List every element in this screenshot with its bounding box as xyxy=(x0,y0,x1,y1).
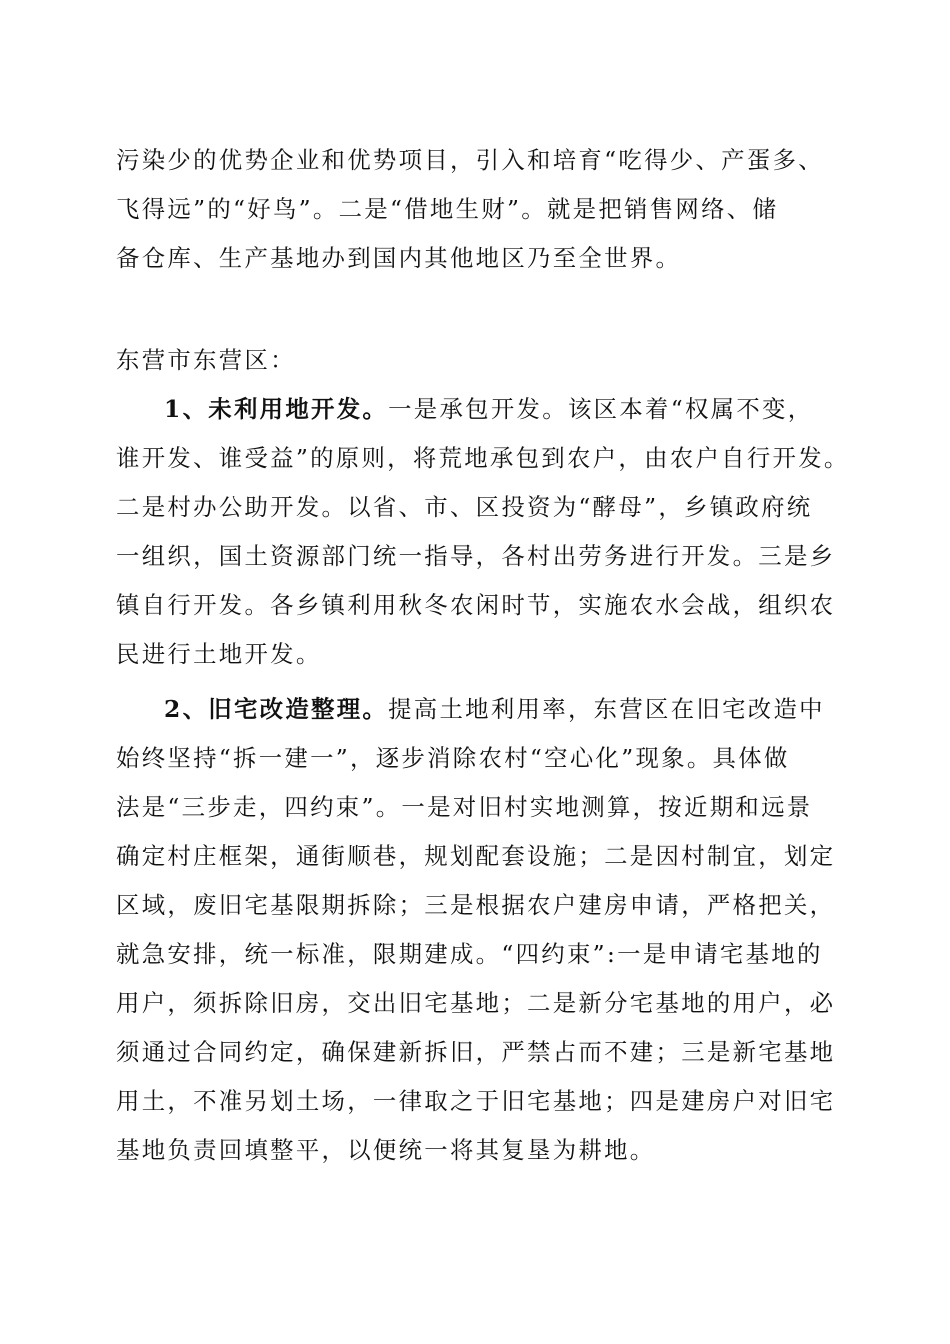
paragraph-first-line xyxy=(116,385,840,434)
paragraph-line: 备仓库、生产基地办到国内其他地区乃至全世界。 xyxy=(116,244,682,272)
paragraph-line: 镇自行开发。各乡镇利用秋冬农闲时节，实施农水会战，组织农 xyxy=(116,591,836,619)
paragraph-line: 一组织，国土资源部门统一指导，各村出劳务进行开发。三是乡 xyxy=(116,542,836,570)
paragraph-line: 须通过合同约定，确保建新拆旧，严禁占而不建；三是新宅基地 xyxy=(116,1038,836,1066)
item2-first-line-text: 提高土地利用率，东营区在旧宅改造中 xyxy=(388,695,825,723)
paragraph-line: 污染少的优势企业和优势项目，引入和培育“吃得少、产蛋多、 xyxy=(116,146,824,174)
item1-paragraph xyxy=(116,385,850,679)
paragraph-line: 谁开发、谁受益”的原则，将荒地承包到农户，由农户自行开发。 xyxy=(116,444,850,472)
paragraph-line: 区域，废旧宅基限期拆除；三是根据农户建房申请，严格把关， xyxy=(116,891,836,919)
section-title: 东营市东营区： xyxy=(116,346,296,374)
paragraph-line: 确定村庄框架，通街顺巷，规划配套设施；二是因村制宜，划定 xyxy=(116,842,836,870)
intro-paragraph xyxy=(116,136,840,283)
item2-paragraph xyxy=(116,685,840,1175)
paragraph-line: 用户，须拆除旧房，交出旧宅基地；二是新分宅基地的用户，必 xyxy=(116,989,836,1017)
paragraph-line: 始终坚持“拆一建一”，逐步消除农村“空心化”现象。具体做 xyxy=(116,744,790,772)
paragraph-first-line xyxy=(116,685,840,734)
item1-heading: 1、未利用地开发。 xyxy=(164,395,389,423)
paragraph-line: 民进行土地开发。 xyxy=(116,640,322,668)
paragraph-line: 就急安排，统一标准，限期建成。“四约束”:一是申请宅基地的 xyxy=(116,940,823,968)
paragraph-line: 飞得远”的“好鸟”。二是“借地生财”。就是把销售网络、储 xyxy=(116,195,779,223)
item1-first-line-text: 一是承包开发。该区本着“权属不变， xyxy=(388,395,814,423)
item2-heading: 2、旧宅改造整理。 xyxy=(164,695,389,723)
paragraph-line: 基地负责回填整平，以便统一将其复垦为耕地。 xyxy=(116,1136,656,1164)
paragraph-line: 法是“三步走，四约束”。一是对旧村实地测算，按近期和远景 xyxy=(116,793,813,821)
paragraph-line: 二是村办公助开发。以省、市、区投资为“酵母”，乡镇政府统 xyxy=(116,493,813,521)
paragraph-line: 用土，不准另划土场，一律取之于旧宅基地；四是建房户对旧宅 xyxy=(116,1087,836,1115)
